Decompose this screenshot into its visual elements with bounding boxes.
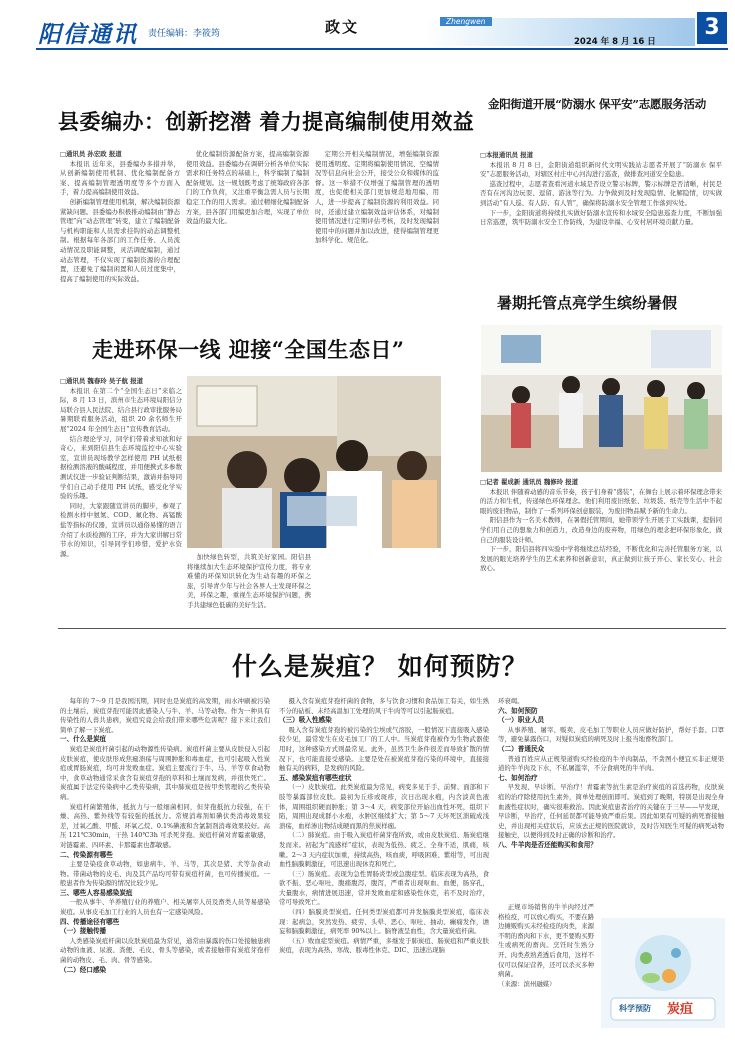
- a5-c1-7: 一般从事牛、羊养殖行业的养殖户、相关屠宰人员及畜类人员等易感染炭疽。从事皮毛加工行业的人员也有一定感染风险。: [60, 898, 270, 917]
- a5-c3-1: 六、如何预防: [498, 706, 538, 715]
- a5-c3-7: 早发现、早诊断、早治疗！青霉素等抗生素是治疗炭疽的首选药物，皮肤炭疽的治疗除使用抗生素外，简单处理创面即可。炭疽到了晚期，特别是出现全身血液性症状时，确实很难救治。因此炭疽患者治疗的关键在于三早——早发现，早诊断，早治疗，任何延误都可能导致严重后果。因此如果有可疑的病死畜接触史，并出现相关症状后，应该去正规的医院就诊，及时告知医生可疑的病死动物接触史，以便得到及时正确的诊断和治疗。: [498, 783, 724, 840]
- issue-date: 2024 年 8 月 16 日: [574, 37, 656, 47]
- article-3-para-4: 加快绿色转型，共筑美好家园。阳信县将继续加大生态环境保护宣传力度，将专业难懂的环保知识转化为生动有趣的环保之旅，引导青少年与社会各界人士发现环保之美，环保之趣，重视生态环境保护问题，携手共建绿色低碳的美好生活。: [187, 553, 311, 609]
- masthead-rule: [36, 48, 728, 50]
- article-4-title: 暑期托管点亮学生缤纷暑假: [497, 294, 678, 312]
- article-4-para-2: 阳信县作为一名美术教师，在暑假托管期间，她带领学生开展手工实践课，提倡同学们用自己的想象力和创造力，改造身边的废弃物，用绿色的理念把环保形象化，做自己的服装设计师。: [480, 516, 722, 544]
- a5-c1-4: 二、传染源有哪些: [60, 850, 113, 859]
- article-3-para-3: 同时，大家跟随宣讲员的脚步，参观了检测水样中氨氮、COD、氟化物、高锰酸盐等指标的仪器，宣讲员以通俗易懂的语言介绍了水质检测的工序，并为大家讲解日常节水的知识，引导同学们珍惜、爱护水资源。: [60, 501, 182, 558]
- a5-c3-10: （来源：滨州融媒）: [498, 979, 556, 988]
- a5-c3-3: 从事养殖、屠宰、贩卖、皮毛加工等职业人员应做好防护，帮好手套、口罩等，避免暴露伤口，对疑似炭疽的病死及时上报当地畜牧部门。: [498, 725, 724, 744]
- article-5-col-1: [60, 697, 270, 1037]
- article-4-byline: □记者 翟成新 通讯员 魏修玲 报道: [480, 478, 579, 486]
- a5-c2-4: （一）皮肤炭疽。此类炭疽最为常见，病变多见于手、前臂、面部和下肢等暴露部位皮肤。最初为丘疹或斑疹，次日出现水疱，内含淡黄色液体，周围组织硬而肿胀；第 3～4 天，病变部位开始出血性坏死，组织下陷，周围出现成群小水疱，水肿区继续扩大；第 5～7 天坏死区溃破成浅溃疡，血样渗出物结成硬而黑的焦炭样痂。: [279, 783, 489, 830]
- a5-c2-2: 吸入含有炭疽芽孢的被污染的尘埃或气溶胶，一般情况下直接吸入感染较少见，最常发生在皮毛加工厂的工人中。当炭疽芽孢被作为生物武器使用时，这种感染方式则最常见。此外，虽然卫生条件很差而导致扩散的情况下，也可能直接受感染。主要是处在被炭疽芽孢污染的环境中，直接接触有关的病料，是发病的风险。: [279, 725, 489, 773]
- a5-c3-8: 八、牛羊肉是否还能购买和食用？: [498, 840, 597, 849]
- article-1-col-1: [60, 150, 180, 306]
- article-1-title: 县委编办：创新挖潜 着力提高编制使用效益: [58, 109, 475, 134]
- a5-c2-5: （二）肺炭疽。由于吸入炭疽杆菌芽孢所致，或由皮肤炭疽、肠炭疽继发而来。初起为“流感样”症状，表现为低热、疲乏、全身不适，肌痛，咳嗽。2～3 天内症状加重，持续高热，咳血痰，呼吸困难、紫绀等，可出现血性脑膜刺激征，可迅速出现休克和死亡。: [279, 831, 489, 869]
- article-1-col-3: [315, 150, 439, 330]
- brand-logo: 阳信通讯: [38, 21, 138, 48]
- article-2-byline: □本报通讯员 报道: [480, 151, 533, 159]
- a5-c3-6: 七、如何治疗: [498, 773, 538, 782]
- article-3-para-2: 结合理论学习，同学们带着求知欲和好奇心，来到阳信县生态环境监控中心实验室，宣讲员现场教学怎样使用 PH 试纸根据检测溶液的酸碱程度，并用便携式多参数测试仪进一步验证判断结果，激请并指导同学们自己动手使用 PH 试纸，感受化学实验的乐趣。: [60, 434, 182, 501]
- badge-highlight: 炭疽: [667, 1002, 694, 1017]
- a5-c3-5: 普通百姓应从正规渠道购买经检疫的牛羊肉制品，不贪图小便宜买非正规渠道的牛羊肉及下水，不私屠滥宰，不分食病死的牛羊肉。: [498, 754, 724, 773]
- article-3-para-1: 本报讯 在第二个“全国生态日”来临之际，8 月 13 日，滨州市生态环境局阳信分局联合县人民法院、结合县行政审批服务局暑期联看服务活动，组织 20 余名师生开展“2024 年全国生态日”宣传教育活动。: [60, 386, 182, 433]
- article-1-para-4: 定期公开相关编制情况，增强编制资源使用透明度。定期将编制使用情况、空编情况等信息向社会公开，接受公众和媒体的监督。这一举措不仅增强了编制管理的透明度，也促使相关部门更加规范地用编、用人，进一步提高了编制资源的利用效益。同时，还通过建立编制效益评估体系，对编制使用情况进行定期评估考核，及时发现编制使用中的问题并加以改进，使得编制管理更加科学化、规范化。: [315, 150, 439, 245]
- a5-c1-3: 炭疽杆菌繁殖体，抵抗力与一般细菌相同，但芽孢抵抗力较强，在干燥、高热、紫外线等有较强的抵抗力。常规消毒剂如碘伏类消毒效果较差，过氧乙酸、甲醛、环氧乙烷、0.1%碘液和含氯制剂消毒效果较好。高压 121℃30min，干热 140℃3h 可杀死芽孢。炭疽杆菌对青霉素敏感，对链霉素、四环素、卡那霉素也都敏感。: [60, 802, 270, 849]
- article-2-para-1: 本报讯 8 月 8 日，金阳街道组织新时代文明实践站志愿者开展了“防溺水 保平安”志愿服务活动，对辖区村庄中心河沟进行巡查，做排查河道安全隐患。: [480, 160, 722, 179]
- page-number: 3: [697, 12, 727, 44]
- article-3-title: 走进环保一线 迎接“全国生态日”: [92, 337, 405, 362]
- a5-c1-0: 每年的 7～9 月是我国汛期，同时也是炭疽的高发期，雨水冲刷被污染的土壤后，炭疽芽孢可能因此感染人与牛、羊、马等动物。作为一种具有传染性的人兽共患病，炭疽究竟会给我们带来哪些危害呢？接下来让我们简单了解一下炭疽。: [60, 697, 270, 734]
- a5-c1-6: 三、哪些人容易感染炭疽: [60, 888, 133, 897]
- article-2-body: [480, 151, 722, 271]
- article-3-photo: [187, 376, 441, 548]
- article-1-para-2: 创新编制管理使用机制，解决编制资源紧缺问题。县委编办积极推动编制由“静态管理”向“动态管理”转变，建立了编制配备与机构职能和人员需求挂钩的动态调整机制。根据每年各部门的工作任务、人员流动情况及职能调整，灵活调配编制，通过动态管理，不仅实现了编制资源的合理配置，还避免了编制闲置和人员过度集中，提高了编制使用的实际效益。: [60, 197, 180, 283]
- article-4-body: [480, 478, 722, 618]
- article-3-col-1: [60, 377, 182, 632]
- a5-c3-4: （二）普通民众: [498, 744, 545, 753]
- article-1-para-1: 本报讯 近年来，县委编办多措并举，从创新编制使用机制、优化编制配备方案、提高编制管理透明度等多个方面入手，着力提高编制使用效益。: [60, 159, 180, 197]
- section-title: 政文: [325, 18, 360, 36]
- masthead: [0, 0, 735, 80]
- editor-credit: 责任编辑：李筱筠: [148, 29, 221, 39]
- article-5-col-3: [498, 697, 724, 902]
- a5-c2-8: （五）败血症型炭疽。病情严重，多继发于肺炭疽、肠炭疽和严重皮肤炭疽，表现为高热、寒战、脓毒性休克、DIC、迅速出现脑: [279, 936, 489, 955]
- article-4-para-3: 下一步，阳信县将四实验中学将继续总结经验，不断优化和完善托管服务方案，以发展的眼光培养学生的艺术素养和创新意识，真正做到让孩子开心、家长安心、社会放心。: [480, 545, 722, 573]
- a5-c1-8: 四、传播途径有哪些: [60, 917, 120, 926]
- article-2-para-2: 巡查过程中，志愿者查看河道水域是否设立警示标牌，警示标牌是否清晰，村民是否有在河沟边玩耍、逗留、游泳等行为。力争做到及时发现隐情、化解隐情，切实做到活动“有人巡、有人防、有人管”，确保将防溺水安全管理工作落到实处。: [480, 179, 722, 207]
- badge-text: 科学预防: [619, 1004, 651, 1013]
- article-3-byline: □通讯员 魏春玲 吴子航 报道: [60, 377, 144, 385]
- a5-c2-6: （三）肠炭疽。表现为急性胃肠炎型或急腹症型。临床表现为高热，食欲不振、恶心呕吐、腹痛腹泻，腹泻，严重者出现呕血、血便，肠穿孔，大量腹水，病情进展迅速，常并发败血症和感染性休克，若不及时治疗，常可导致死亡。: [279, 869, 489, 907]
- a5-c2-0: 摄入含有炭疽芽孢杆菌的食物，多与饮食习惯和食品加工有关，如生熟不分的砧板、未经高温加工处理的风干牛肉等可以引起肠炭疽。: [279, 697, 489, 715]
- section-divider: [58, 628, 726, 629]
- a5-c2-3: 五、感染炭疽有哪些症状: [279, 773, 352, 782]
- article-3-col-2: [187, 553, 311, 617]
- article-5-title: 什么是炭疽？ 如何预防？: [232, 652, 528, 681]
- a5-c3-9: 正规市场销售的牛羊肉经过严格检疫，可以放心购买，不要在路边摊贩购买未经检疫的肉类，来源不明的畜肉和下水，更不要购买野生或病死的畜肉。烹饪时生熟分开、肉类煮熟煮透后食用，这样不仅可以保证营养，还可以杀灭多种病菌。: [498, 903, 594, 979]
- article-1-col-2: [186, 150, 309, 306]
- article-4-photo: [481, 325, 722, 472]
- a5-c1-2: 炭疽是炭疽杆菌引起的动物源性传染病。炭疽杆菌主要从皮肤侵入引起皮肤炭疽，使皮肤形成焦痂溃疡与周围肿胀和毒血症，也可引起吸入性炭疽或胃肠炭疽，均可并发败血症。炭疽主要流行于牛、马、羊等草食动物中，食草动物通常采食含有炭疽芽孢的草料和土壤而发病，并很快死亡。炭疽属于法定传染病中乙类传染病，其中肺炭疽是按甲类管理的乙类传染病。: [60, 744, 270, 801]
- a5-c2-1: （三）吸入性感染: [279, 716, 332, 725]
- article-4-para-1: 本报讯 伴随着动感的音乐节奏，孩子们身着“盛装”，在舞台上展示着环保理念带来的活力和生机，传递绿色环保理念。他们利用废旧纸张、垃圾袋、纸壳等生活中不起眼的废旧物品，制作了一系列环保创意服装，为废旧物品赋予新的生命力。: [480, 487, 722, 515]
- a5-c1-11: （二）经口感染: [60, 965, 107, 974]
- article-5-col-2: [279, 697, 489, 1037]
- a5-c1-5: 主要是染疫食草动物，如患病牛、羊、马等，其次是猪、犬等杂食动物。带菌动物的皮毛、肉及其产品均可带有炭疽杆菌，也可传播炭疽。一般患者作为传染源的情况比较少见。: [60, 860, 270, 888]
- article-1-byline: □通讯员 孙宏政 报道: [60, 150, 122, 158]
- a5-c3-0: 环衰竭。: [498, 697, 524, 705]
- article-2-title: 金阳街道开展“防溺水 保平安”志愿服务活动: [488, 97, 706, 111]
- anthrax-illustration: [601, 918, 725, 1028]
- a5-c2-7: （四）脑膜炎型炭疽。任何类型炭疽都可并发脑膜炎型炭疽，临床表现：起病急，突然发热、疲劳、头晕、恶心、呕吐、抽动、癫痫发作，谵妄和脑膜刺激征，病死率 90%以上。脑脊液呈血性，含大量炭疽杆菌。: [279, 908, 489, 936]
- a5-c1-10: 人类感染炭疽杆菌以皮肤炭疽最为常见，通常由暴露的伤口处接触患病动物的血液、尿液、粪便、毛皮、骨头等感染，或者接触带有炭疽芽孢杆菌的动物皮、毛、肉、骨等感染。: [60, 936, 270, 965]
- a5-c3-2: （一）职业人员: [498, 716, 545, 725]
- article-2-para-3: 下一步，金阳街道将持续扎实做好防溺水宣传和水域安全隐患巡查力度，不断加强日常巡逻，筑牢防溺水安全工作防线，为建设幸福、心安村居环境贡献力量。: [480, 208, 722, 227]
- a5-c1-1: 一、什么是炭疽: [60, 735, 107, 744]
- a5-c1-9: （一）接触传播: [60, 927, 107, 936]
- article-5-col-3-bottom: [498, 903, 594, 1035]
- section-english: Zhengwen: [440, 17, 492, 26]
- article-1-para-3: 优化编制资源配备方案，提高编制资源使用效益。县委编办在调研分析各单位实际需求和任务特点的基础上，科学编制了编制配备规划。这一规划既考虑了统筹政府各部门的工作负荷，又注重平衡急需人员与长期稳定工作的用人需求。通过精细化编制配备方案，县各部门用编更加合理，实现了单位效益的最大化。: [186, 150, 309, 226]
